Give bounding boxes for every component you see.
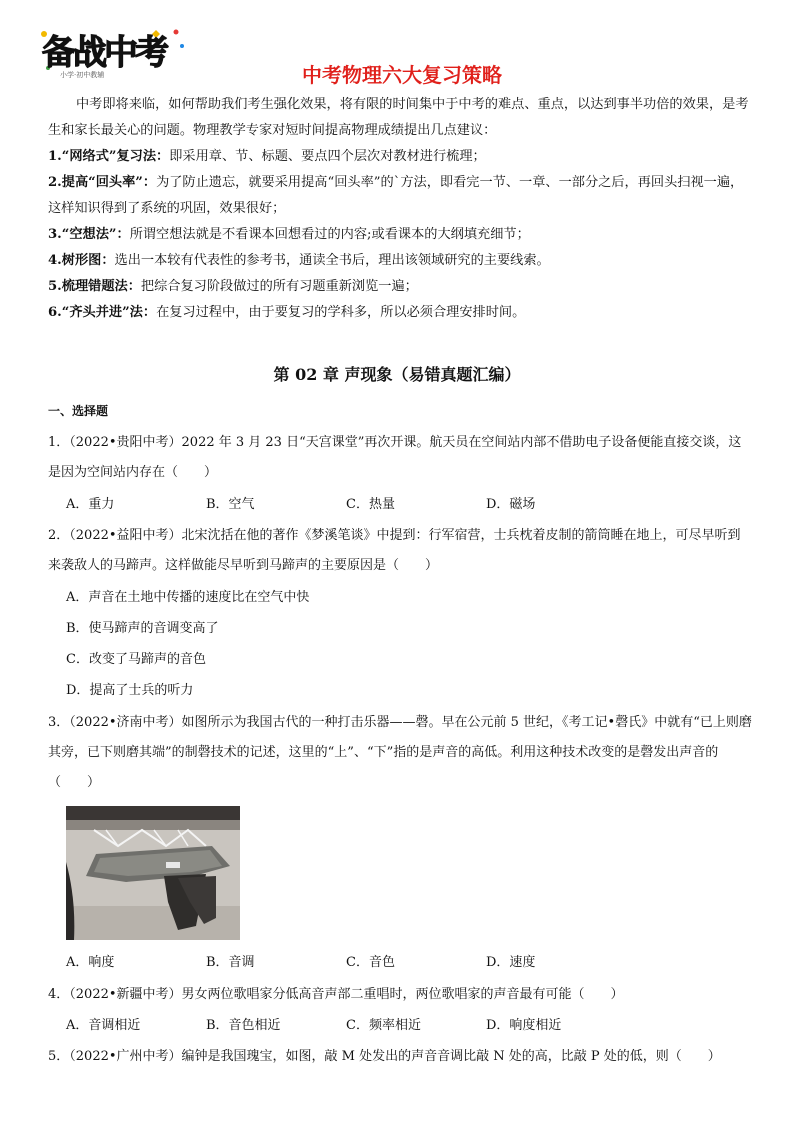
question-stem: 1．（2022•贵阳中考）2022 年 3 月 23 日“天宫课堂”再次开课。航天员在空间站内部不借助电子设备便能直接交谈，这是因为空间站内存在（ ） [48,435,742,480]
option-b: B．音调 [206,955,255,970]
question-stem: 2．（2022•益阳中考）北宋沈括在他的著作《梦溪笔谈》中提到：行军宿营，士兵枕着皮制的箭筒睡在地上，可尽早听到来袭敌人的马蹄声。这样做能尽早听到马蹄声的主要原因是（ ） [48,528,741,573]
tip-heading: 2.提高“回头率”： [48,175,157,190]
option-c: C．音色 [346,955,395,970]
tip-item [48,274,753,300]
question-2 [48,521,753,581]
section-heading: 一、选择题 [48,404,109,418]
tip-item [48,300,753,326]
option-d: D．速度 [486,955,536,970]
tip-item [48,170,753,222]
option-b: B．使马蹄声的音调变高了 [66,621,219,636]
tip-body: 在复习过程中，由于要复习的学科多，所以必须合理安排时间。 [156,305,526,320]
tip-body: 即采用章、节、标题、要点四个层次对教材进行梳理； [169,149,486,164]
option-d: D．提高了士兵的听力 [66,683,194,698]
option-b: B．音色相近 [206,1018,281,1033]
tips-list [48,144,753,326]
question-3-options [66,948,626,978]
chime-stone-photo [66,806,240,940]
option-a: A．音调相近 [66,1018,141,1033]
intro-paragraph: 中考即将来临，如何帮助我们考生强化效果，将有限的时间集中于中考的难点、重点，以达到事半功倍的效果，是考生和家长最关心的问题。物理教学专家对短时间提高物理成绩提出几点建议： [48,97,749,138]
tip-item [48,248,753,274]
question-3 [48,708,753,798]
option-b: B．空气 [206,497,255,512]
option-d: D．磁场 [486,497,536,512]
tip-heading: 4.树形图： [48,253,115,268]
question-5 [48,1042,753,1072]
option-a: A．响度 [66,955,115,970]
option-a: A．重力 [66,497,115,512]
question-4 [48,980,753,1010]
tip-heading: 3.“空想法”： [48,227,130,242]
question-stem: 4．（2022•新疆中考）男女两位歌唱家分低高音声部二重唱时，两位歌唱家的声音最有可能（ ） [48,987,624,1002]
chime-stone-illustration [66,806,240,940]
question-4-options [66,1011,626,1041]
chapter-heading: 第 02 章 声现象（易错真题汇编） [273,365,521,384]
tip-body: 把综合复习阶段做过的所有习题重新浏览一遍； [140,279,418,294]
tip-heading: 5.梳理错题法： [48,279,141,294]
tip-heading: 6.“齐头并进”法： [48,305,157,320]
tip-body: 所谓空想法就是不看课本回想看过的内容;或看课本的大纲填充细节； [129,227,530,242]
tip-body: 选出一本较有代表性的参考书，通读全书后，理出该领域研究的主要线索。 [114,253,550,268]
option-c: C．热量 [346,497,395,512]
tip-item [48,144,753,170]
tip-body: 为了防止遗忘，就要采用提高“回头率”的`方法，即看完一节、一章、一部分之后，再回头扫视一遍，这样知识得到了系统的巩固，效果很好； [48,175,744,216]
question-stem: 5．（2022•广州中考）编钟是我国瑰宝，如图，敲 M 处发出的声音音调比敲 N 处的高，比敲 P 处的低，则（ ） [48,1049,721,1064]
tip-heading: 1.“网络式”复习法： [48,149,170,164]
question-stem: 3．（2022•济南中考）如图所示为我国古代的一种打击乐器——磬。早在公元前 5 世纪，《考工记•磬氏》中就有“已上则磨其旁，已下则磨其端”的制磬技术的记述，这里的“上”、“下”指的是声音的高低。利用这种技术改变的是磬发出声音的（ ） [48,715,752,790]
svg-text:备战中考: 备战中考 [42,33,166,73]
option-a: A．声音在土地中传播的速度比在空气中快 [66,590,310,605]
logo-subtitle: 小学·初中教辅 [60,71,105,79]
option-d: D．响度相近 [486,1018,562,1033]
option-c: C．改变了马蹄声的音色 [66,652,206,667]
tip-item [48,222,753,248]
question-1 [48,428,753,488]
question-1-options [66,490,626,520]
option-c: C．频率相近 [346,1018,421,1033]
page-title: 中考物理六大复习策略 [302,63,502,87]
